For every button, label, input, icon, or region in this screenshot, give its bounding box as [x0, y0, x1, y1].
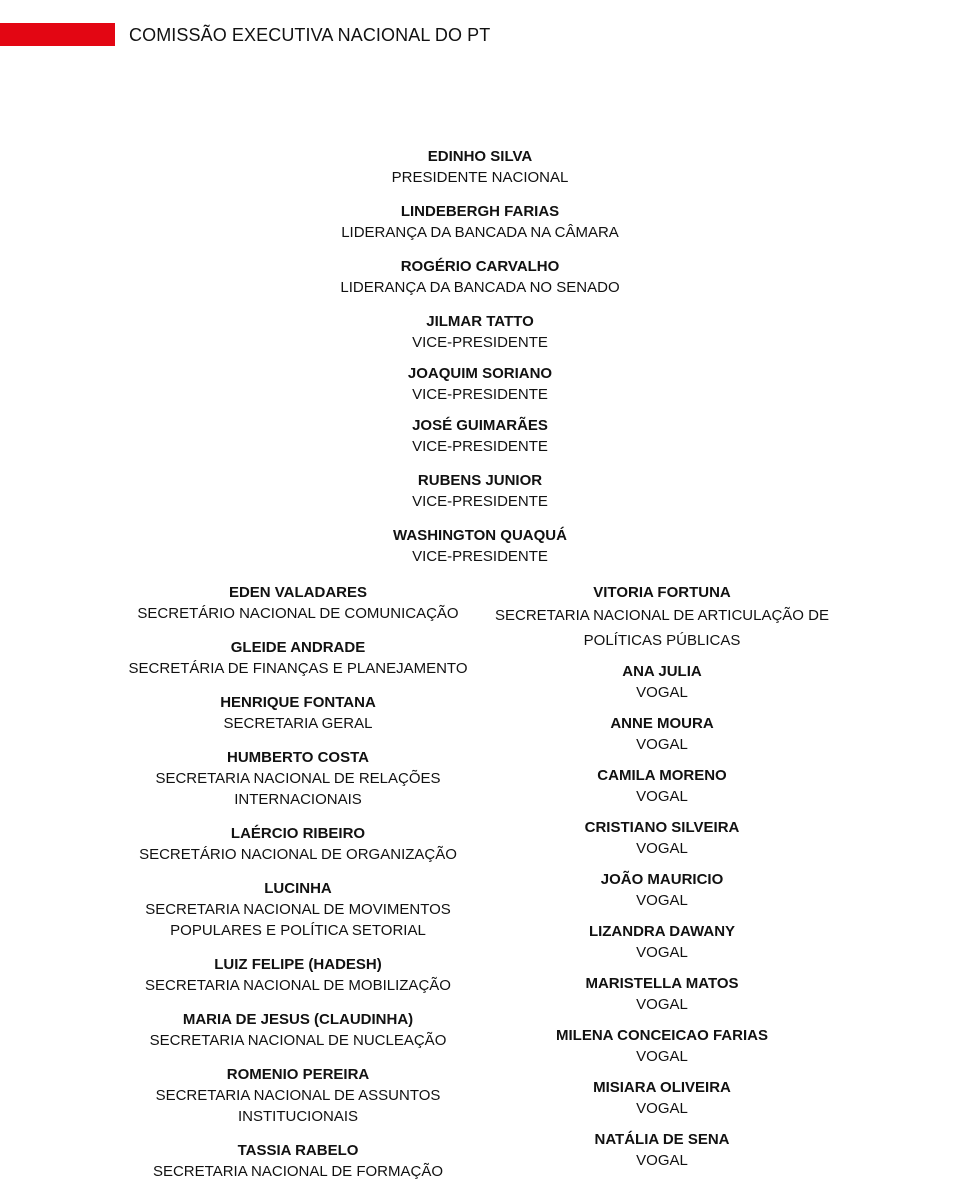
member-role: LIDERANÇA DA BANCADA NA CÂMARA — [341, 224, 619, 241]
member-role-cont: INSTITUCIONAIS — [237, 1108, 358, 1125]
member-name: MARIA DE JESUS (CLAUDINHA) — [182, 1011, 414, 1028]
member-name: CAMILA MORENO — [597, 767, 727, 784]
member-role: SECRETARIA NACIONAL DE NUCLEAÇÃO — [149, 1032, 447, 1049]
member-role: VICE-PRESIDENTE — [412, 548, 548, 565]
member-role: VOGAL — [636, 684, 688, 701]
member-role: VOGAL — [636, 840, 688, 857]
member-name: LAÉRCIO RIBEIRO — [230, 825, 366, 842]
member-role: VICE-PRESIDENTE — [412, 334, 548, 351]
member-name: TASSIA RABELO — [237, 1142, 359, 1159]
member-role: VOGAL — [636, 1100, 688, 1117]
member-entry — [484, 1077, 840, 1119]
member-entry — [118, 954, 478, 996]
member-name: JOSÉ GUIMARÃES — [412, 417, 548, 434]
member-name: JILMAR TATTO — [426, 313, 534, 330]
member-entry — [118, 1009, 478, 1051]
member-role: VOGAL — [636, 788, 688, 805]
member-role: SECRETÁRIO NACIONAL DE ORGANIZAÇÃO — [139, 846, 457, 863]
member-role: SECRETÁRIA DE FINANÇAS E PLANEJAMENTO — [128, 660, 468, 677]
member-entry — [118, 582, 478, 624]
member-role: VOGAL — [636, 736, 688, 753]
member-name: ANNE MOURA — [610, 715, 714, 732]
member-entry — [118, 637, 478, 679]
member-role: SECRETARIA NACIONAL DE ASSUNTOS — [155, 1087, 441, 1104]
member-entry — [118, 823, 478, 865]
secretaries-list — [118, 582, 478, 1195]
member-entry — [484, 1025, 840, 1067]
member-entry — [484, 921, 840, 963]
member-name: LUCINHA — [264, 880, 332, 897]
member-entry — [280, 256, 680, 298]
member-entry — [484, 582, 840, 653]
member-role: VICE-PRESIDENTE — [412, 386, 548, 403]
member-name: RUBENS JUNIOR — [417, 472, 543, 489]
member-name: HUMBERTO COSTA — [227, 749, 369, 766]
member-role: SECRETARIA NACIONAL DE FORMAÇÃO — [152, 1163, 444, 1180]
member-entry — [280, 363, 680, 405]
member-name: EDEN VALADARES — [228, 584, 368, 601]
member-entry — [280, 415, 680, 457]
member-name: JOAQUIM SORIANO — [407, 365, 553, 382]
member-entry — [280, 311, 680, 353]
leadership-list — [280, 146, 680, 580]
member-name: GLEIDE ANDRADE — [230, 639, 366, 656]
member-name: MILENA CONCEICAO FARIAS — [556, 1027, 768, 1044]
member-name: ROMENIO PEREIRA — [226, 1066, 370, 1083]
member-entry — [484, 661, 840, 703]
member-name: LINDEBERGH FARIAS — [400, 203, 560, 220]
member-entry — [118, 692, 478, 734]
member-role-cont: POPULARES E POLÍTICA SETORIAL — [170, 922, 426, 939]
member-name: LUIZ FELIPE (HADESH) — [214, 956, 382, 973]
member-name: JOÃO MAURICIO — [600, 871, 724, 888]
members-list — [484, 582, 840, 1181]
member-role: SECRETARIA NACIONAL DE RELAÇÕES — [155, 770, 441, 787]
member-role: VOGAL — [636, 1152, 688, 1169]
member-entry — [118, 1140, 478, 1182]
member-role: VOGAL — [636, 944, 688, 961]
member-role: VICE-PRESIDENTE — [412, 493, 548, 510]
member-name: ROGÉRIO CARVALHO — [400, 258, 560, 275]
member-name: MARISTELLA MATOS — [585, 975, 739, 992]
member-entry — [484, 713, 840, 755]
member-name: MISIARA OLIVEIRA — [593, 1079, 731, 1096]
header-red-bar — [0, 23, 115, 46]
member-name: LIZANDRA DAWANY — [588, 923, 736, 940]
member-entry — [484, 869, 840, 911]
member-entry — [484, 973, 840, 1015]
member-name: VITORIA FORTUNA — [593, 584, 731, 601]
member-entry — [280, 146, 680, 188]
member-role: SECRETARIA NACIONAL DE ARTICULAÇÃO DE — [495, 607, 829, 624]
member-role: LIDERANÇA DA BANCADA NO SENADO — [340, 279, 620, 296]
member-role: VOGAL — [636, 892, 688, 909]
member-entry — [484, 765, 840, 807]
member-name: WASHINGTON QUAQUÁ — [393, 527, 567, 544]
member-entry — [118, 878, 478, 941]
member-entry — [118, 747, 478, 810]
member-name: EDINHO SILVA — [427, 148, 533, 165]
member-entry — [118, 1064, 478, 1127]
member-role: VOGAL — [636, 1048, 688, 1065]
member-entry — [484, 1129, 840, 1171]
member-entry — [280, 201, 680, 243]
member-name: NATÁLIA DE SENA — [594, 1131, 730, 1148]
member-entry — [280, 525, 680, 567]
member-name: ANA JULIA — [622, 663, 702, 680]
member-entry — [484, 817, 840, 859]
member-role: VOGAL — [636, 996, 688, 1013]
member-role-cont: INTERNACIONAIS — [234, 791, 362, 808]
member-role-cont: POLÍTICAS PÚBLICAS — [583, 632, 741, 649]
member-name: CRISTIANO SILVEIRA — [584, 819, 740, 836]
member-entry — [280, 470, 680, 512]
member-role: SECRETÁRIO NACIONAL DE COMUNICAÇÃO — [137, 605, 459, 622]
member-name: HENRIQUE FONTANA — [220, 694, 376, 711]
member-role: SECRETARIA NACIONAL DE MOBILIZAÇÃO — [145, 977, 451, 994]
page-title: COMISSÃO EXECUTIVA NACIONAL DO PT — [129, 25, 491, 45]
member-role: SECRETARIA NACIONAL DE MOVIMENTOS — [145, 901, 451, 918]
member-role: VICE-PRESIDENTE — [412, 438, 548, 455]
member-role: PRESIDENTE NACIONAL — [391, 169, 569, 186]
member-role: SECRETARIA GERAL — [223, 715, 373, 732]
